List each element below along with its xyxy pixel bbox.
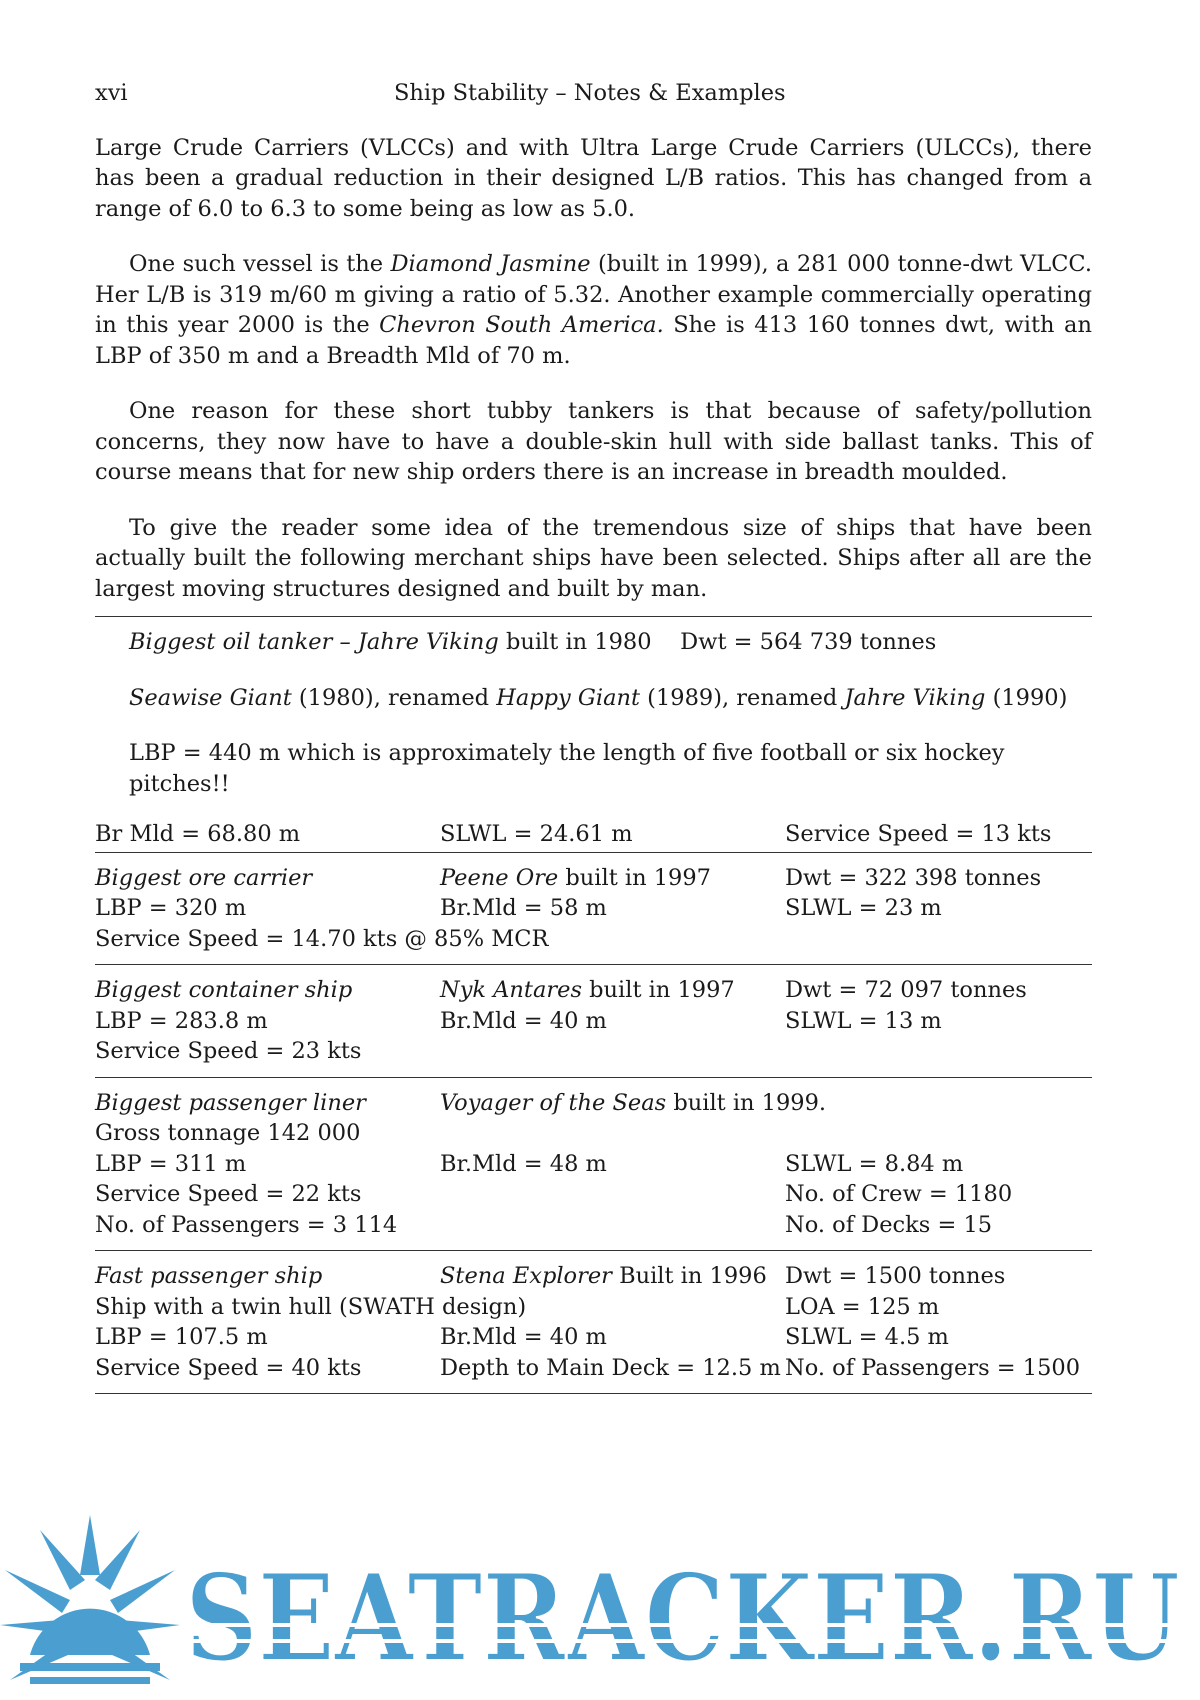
paragraph-2 [95,249,1092,371]
running-header [95,78,1092,109]
names-text: (1989), renamed [640,684,845,711]
oil-tanker-section [95,617,1092,853]
sun-logo-icon [0,1515,180,1684]
tanker-heading [95,627,1092,658]
container-lbp: LBP = 283.8 m [95,1007,268,1034]
container-brmld: Br.Mld = 40 m [440,1007,607,1034]
fast-speed: Service Speed = 40 kts [95,1354,362,1381]
name-seawise: Seawise Giant [129,684,292,711]
container-ship: Nyk Antares [440,977,582,1003]
fast-passengers: No. of Passengers = 1500 [785,1354,1081,1381]
fast-label: Fast passenger ship [95,1263,323,1289]
fast-lbp: LBP = 107.5 m [95,1324,268,1350]
liner-gross: Gross tonnage 142 000 [95,1120,361,1146]
ore-lbp: LBP = 320 m [95,895,247,921]
p2-text-c: She is 413 160 tonnes dwt, with an LBP of 350 m and a Breadth Mld of 70 m. [95,312,1092,369]
tanker-speed: Service Speed = 13 kts [785,821,1052,847]
paragraph-3: One reason for these short tubby tankers is that because of safety/pollution concerns, they now have to have a double-skin hull with side ballast tanks. This of course means that for new ship orders there is an increase in breadth moulded. [95,398,1092,485]
watermark-text: SEATRACKER.RU [185,1548,1180,1689]
container-speed: Service Speed = 23 kts [95,1038,362,1064]
ore-slwl: SLWL = 23 m [785,895,942,921]
name-jahre: Jahre Viking [844,684,986,711]
liner-ship: Voyager of the Seas [440,1089,667,1116]
container-slwl: SLWL = 13 m [785,1007,942,1034]
fast-brmld: Br.Mld = 40 m [440,1324,607,1350]
ship-name-diamond-jasmine: Diamond Jasmine [390,251,591,277]
name-happy: Happy Giant [496,684,641,711]
fast-hull: Ship with a twin hull (SWATH design) [95,1293,527,1320]
fast-ship: Stena Explorer [440,1263,612,1289]
container-dwt: Dwt = 72 097 tonnes [785,977,1027,1003]
p2-text-a: One such vessel is the [129,251,391,277]
tanker-lbp: LBP = 440 m which is approximately the length of five football or six hockey pitches!! [129,740,1005,797]
paragraph-1: Large Crude Carriers (VLCCs) and with Ultra Large Crude Carriers (ULCCs), there has been a gradual reduction in their designed L/B ratios. This has changed from a range of 6.0 to 6.3 to some being as low as 5.0. [95,134,1092,222]
fast-depth: Depth to Main Deck = 12.5 m [440,1354,781,1381]
tanker-heading-rest: built in 1980 Dwt = 564 739 tonnes [498,629,937,655]
liner-built: built in 1999. [666,1089,827,1116]
page-body [95,78,1092,1394]
liner-passengers: No. of Passengers = 3 114 [95,1211,398,1238]
ore-ship: Peene Ore [440,864,559,891]
fast-built: Built in 1996 [611,1263,767,1289]
fast-loa: LOA = 125 m [785,1293,940,1320]
fast-dwt: Dwt = 1500 tonnes [785,1263,1006,1289]
ore-carrier-block [95,853,1092,966]
passenger-liner-block [95,1078,1092,1252]
container-ship-block [95,965,1092,1078]
liner-crew: No. of Crew = 1180 [785,1181,1013,1207]
fast-slwl: SLWL = 4.5 m [785,1324,949,1350]
paragraph-4: To give the reader some idea of the tremendous size of ships that have been actually built the following merchant ships have been selected. Ships after all are the largest moving structures designed and built by man. [95,514,1092,602]
names-text: (1980), renamed [291,684,497,711]
running-title: Ship Stability – Notes & Examples [393,80,786,106]
tanker-slwl: SLWL = 24.61 m [440,821,633,847]
tanker-brmld: Br Mld = 68.80 m [95,821,301,847]
liner-slwl: SLWL = 8.84 m [785,1150,964,1177]
fast-passenger-block [95,1251,1092,1394]
ore-speed: Service Speed = 14.70 kts @ 85% MCR [95,925,549,952]
liner-brmld: Br.Mld = 48 m [440,1150,607,1177]
tanker-specs [95,819,1092,853]
ore-label: Biggest ore carrier [95,864,313,891]
container-label: Biggest container ship [95,977,353,1003]
liner-speed: Service Speed = 22 kts [95,1181,362,1207]
ore-brmld: Br.Mld = 58 m [440,895,607,921]
liner-label: Biggest passenger liner [95,1089,366,1116]
p2-text-b: (built in 1999), a 281 000 tonne-dwt VLCC. Her L/B is 319 m/60 m giving a ratio of 5.32. Another example commercially operating in this year 2000 is the [95,251,1092,338]
container-built: built in 1997 [582,977,735,1003]
ship-name-chevron: Chevron South America. [379,312,664,338]
liner-lbp: LBP = 311 m [95,1150,247,1177]
tanker-names [95,683,1092,714]
ore-built: built in 1997 [558,864,711,891]
tanker-heading-label: Biggest oil tanker – Jahre Viking [129,629,499,655]
page-number: xvi [95,80,128,106]
watermark [0,1515,1200,1700]
names-text: (1990) [985,684,1068,711]
liner-decks: No. of Decks = 15 [785,1211,993,1238]
ore-dwt: Dwt = 322 398 tonnes [785,864,1042,891]
